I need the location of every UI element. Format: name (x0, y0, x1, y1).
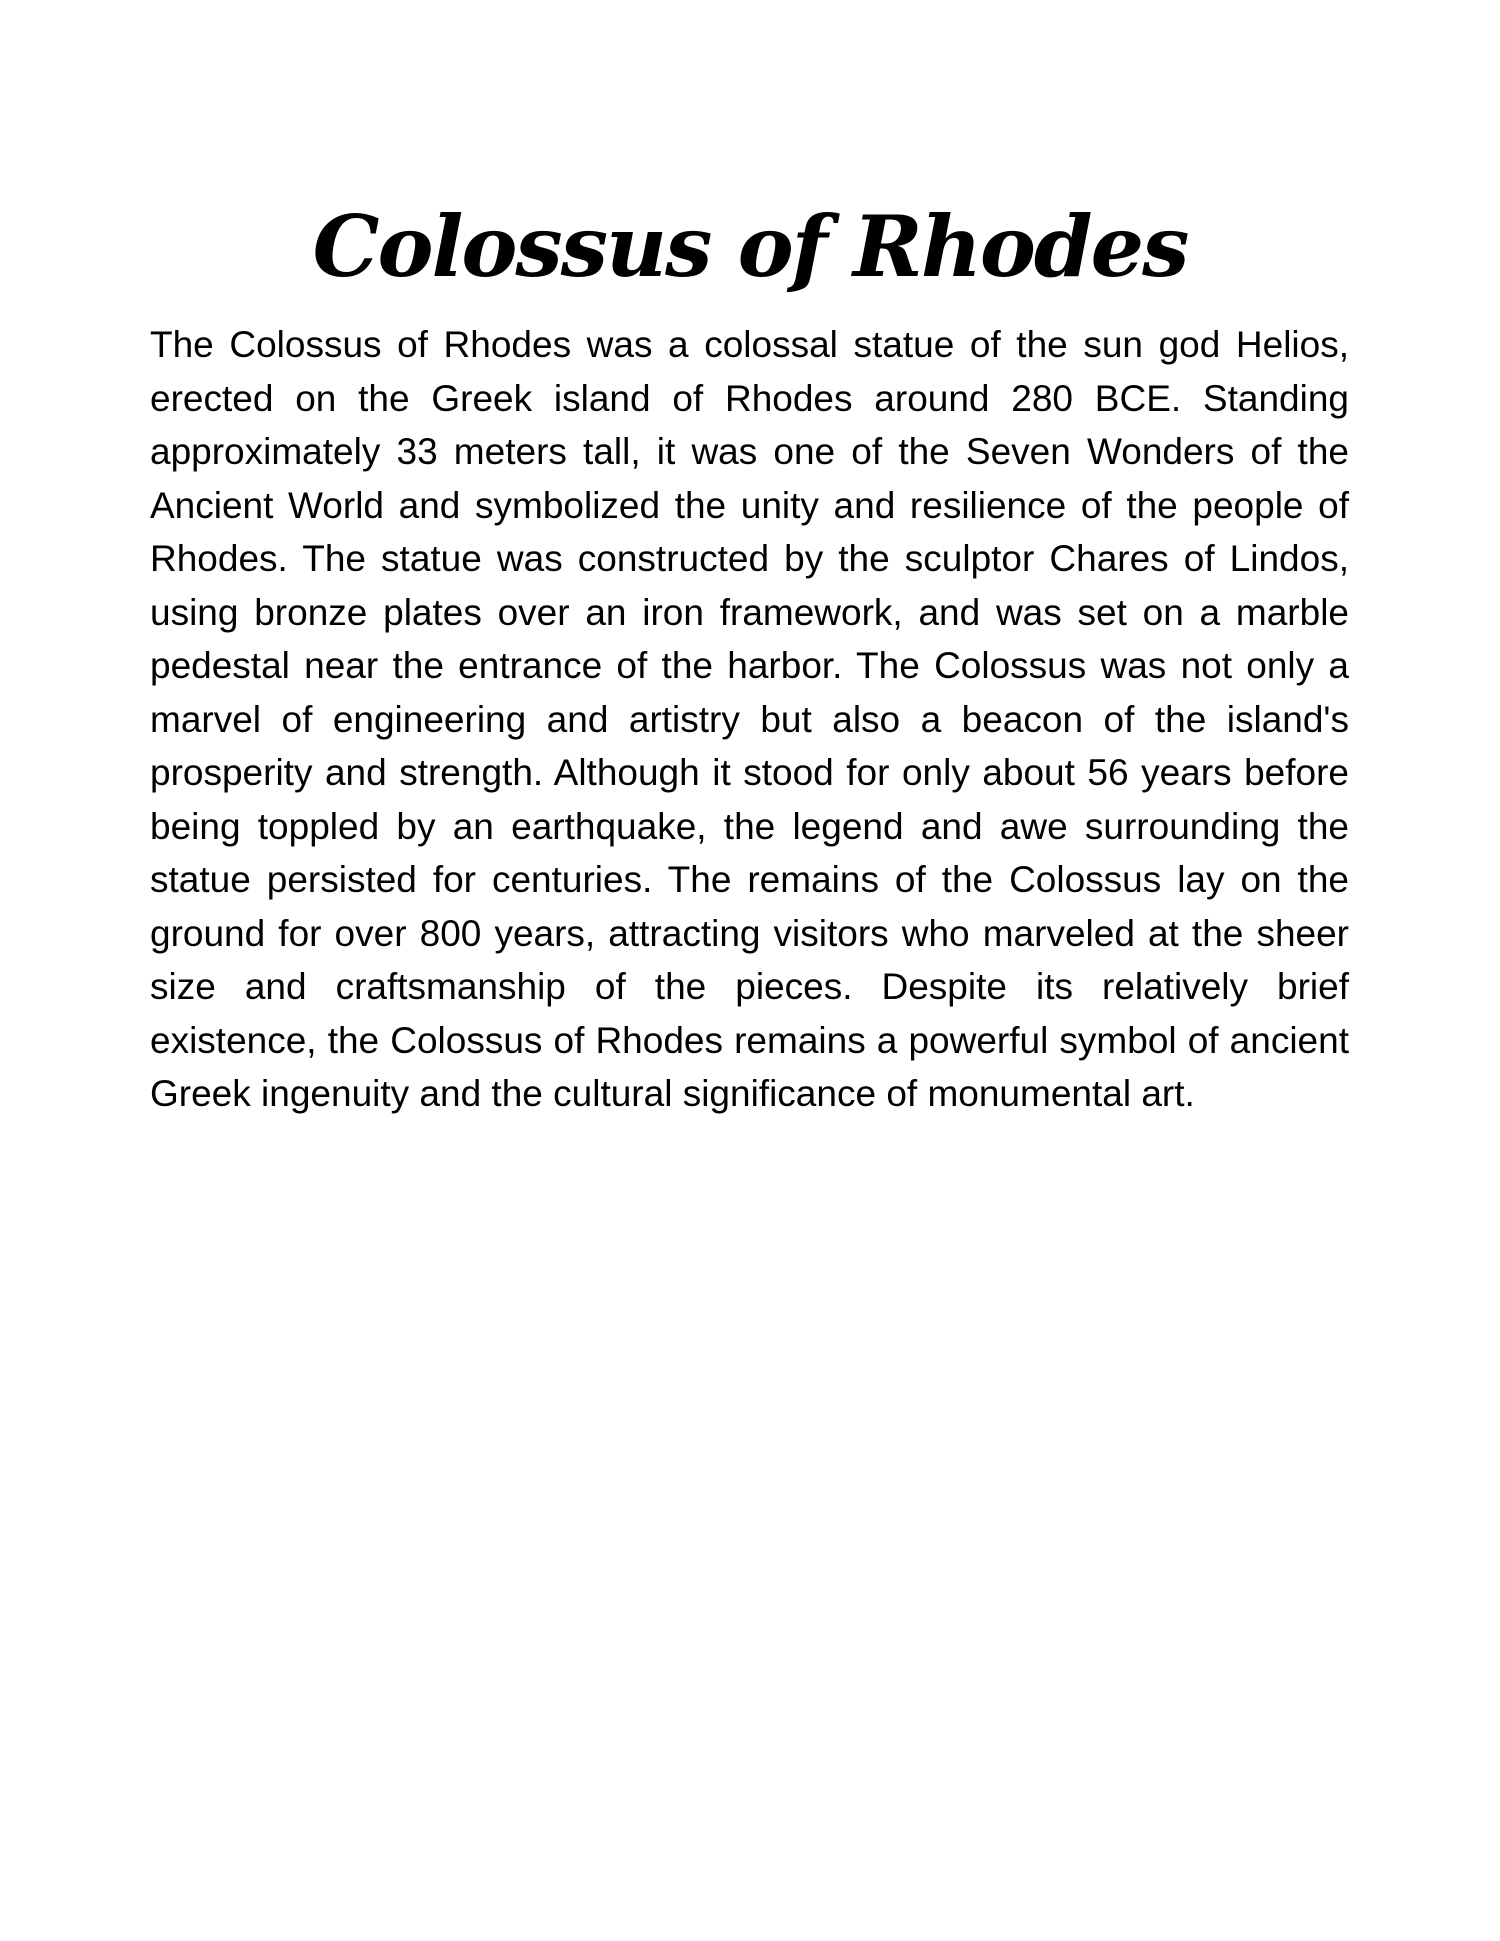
document-body-paragraph: The Colossus of Rhodes was a colossal statue of the sun god Helios, erected on the Greek island of Rhodes around 280 BCE. Standing approximately 33 meters tall, it was one of the Seven Wonders of the Ancient World and symbolized the unity and resilience of the people of Rhodes. The statue was constructed by the sculptor Chares of Lindos, using bronze plates over an iron framework, and was set on a marble pedestal near the entrance of the harbor. The Colossus was not only a marvel of engineering and artistry but also a beacon of the island's prosperity and strength. Although it stood for only about 56 years before being toppled by an earthquake, the legend and awe surrounding the statue persisted for centuries. The remains of the Colossus lay on the ground for over 800 years, attracting visitors who marveled at the sheer size and craftsmanship of the pieces. Despite its relatively brief existence, the Colossus of Rhodes remains a powerful symbol of ancient Greek ingenuity and the cultural significance of monumental art. (150, 324, 1349, 1114)
document-title: Colossus of Rhodes (312, 197, 1188, 296)
